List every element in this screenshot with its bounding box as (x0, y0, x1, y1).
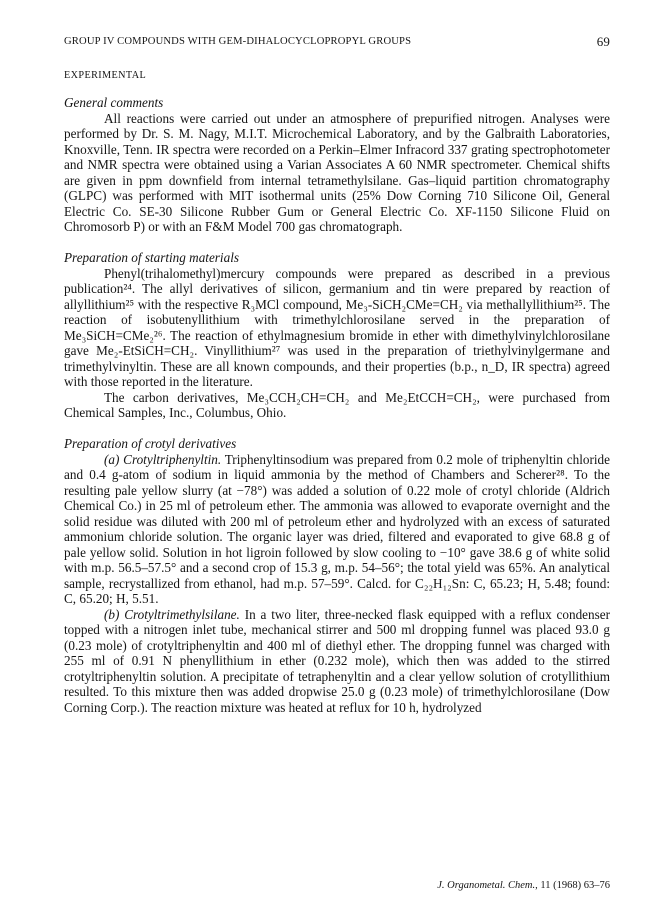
journal-name: J. Organometal. Chem., (437, 880, 538, 891)
paragraph-crotyl-b (64, 607, 610, 716)
item-text-a: Triphenyltinsodium was prepared from 0.2 mole of triphenyltin chloride and 0.4 g-atom of sodium in liquid ammonia by the method of Chambers and Scherer²⁸. To the resulting pale yellow slurry (at −78°) was added a solution of 0.22 mole of crotyl chloride (Aldrich Chemical Co.) in 25 ml of petroleum ether. The ammonia was allowed to evaporate overnight and the solid residue was diluted with 200 ml of petroleum ether and hydrolyzed with an excess of saturated ammonium chloride solution. The organic layer was dried, filtered and evaporated to give 68.8 g of pale yellow solid. Solution in hot ligroin followed by slow cooling to −10° gave 38.6 g of white solid with m.p. 56.5–57.5° and a second crop of 15.3 g, m.p. 54–56°; the total yield was 65%. An analytical sample, recrystallized from ethanol, had m.p. 57–59°. Calcd. for C₂₂H₁₂Sn: C, 65.23; H, 5.48; found: C, 65.20; H, 5.51. (64, 451, 610, 606)
spacer (64, 421, 610, 437)
journal-volume: 11 (1968) 63–76 (540, 880, 610, 891)
item-label-b: (b) Crotyltrimethylsilane. (104, 606, 240, 622)
paragraph-general: All reactions were carried out under an atmosphere of prepurified nitrogen. Analyses were performed by Dr. S. M. Nagy, M.I.T. Microchemical Laboratory, and by the Galbraith Laboratories, Knoxville, Tenn. IR spectra were recorded on a Perkin–Elmer Infracord 337 grating spectrophotometer and NMR spectra were obtained using a Varian Associates A 60 NMR spectrometer. Chemical shifts are given in ppm downfield from internal tetramethylsilane. Gas–liquid partition chromatography (GLPC) was performed with MIT isothermal units (25% Dow Corning 710 Silicone Oil, General Electric Co. SE-30 Silicone Rubber Gum or General Electric Co. XF-1150 Silicone Fluid on Chromosorb P) or with an F&M Model 700 gas chromatograph. (64, 110, 610, 234)
subsection-title-general: General comments (64, 95, 164, 110)
spacer (64, 235, 610, 251)
item-label-a: (a) Crotyltriphenyltin. (104, 451, 222, 467)
section-heading-experimental: EXPERIMENTAL (64, 70, 147, 81)
subsection-title-starting: Preparation of starting materials (64, 250, 239, 265)
item-text-b: In a two liter, three-necked flask equipped with a reflux condenser topped with a nitrogen inlet tube, mechanical stirrer and 500 ml dropping funnel was placed 93.0 g (0.23 mole) of crotyltriphenyltin and 400 ml of diethyl ether. The dropping funnel was charged with 255 ml of 0.91 N phenyllithium in ether (0.232 mole), which then was added to the stirred crotyltriphenyltin solution. A precipitate of tetraphenyltin and a clear yellow solution of crotyllithium resulted. To this mixture then was added dropwise 25.0 g (0.23 mole) of trimethylchlorosilane (Dow Corning Corp.). The reaction mixture was heated at reflux for 10 h, hydrolyzed (64, 606, 611, 715)
journal-citation (437, 880, 610, 891)
body-text (64, 95, 610, 715)
subsection-title-crotyl: Preparation of crotyl derivatives (64, 436, 237, 451)
paragraph-starting-2: The carbon derivatives, Me₃CCH₂CH=CH₂ and Me₂EtCCH=CH₂, were purchased from Chemical Samples, Inc., Columbus, Ohio. (64, 389, 610, 420)
running-header (64, 34, 610, 50)
running-title: GROUP IV COMPOUNDS WITH GEM-DIHALOCYCLOPROPYL GROUPS (64, 36, 412, 47)
page-number: 69 (596, 34, 610, 49)
paragraph-starting-1: Phenyl(trihalomethyl)mercury compounds were prepared as described in a previous publication²⁴. The allyl derivatives of silicon, germanium and tin were prepared by reaction of allyllithium²⁵ with the respective R₃MCl compound, Me₃-SiCH₂CMe=CH₂ via methallyllithium²⁵. The reaction of isobutenyllithium with trimethylchlorosilane served in the preparation of Me₃SiCH=CMe₂²⁶. The reaction of ethylmagnesium bromide in ether with dimethylvinylchlorosilane gave Me₂-EtSiCH=CH₂. Vinyllithium²⁷ was used in the preparation of triethylvinylgermane and trimethylvinyltin. These are all known compounds, and their properties (b.p., n_D, IR spectra) agreed with those reported in the literature. (64, 265, 610, 389)
paragraph-crotyl-a (64, 452, 610, 607)
